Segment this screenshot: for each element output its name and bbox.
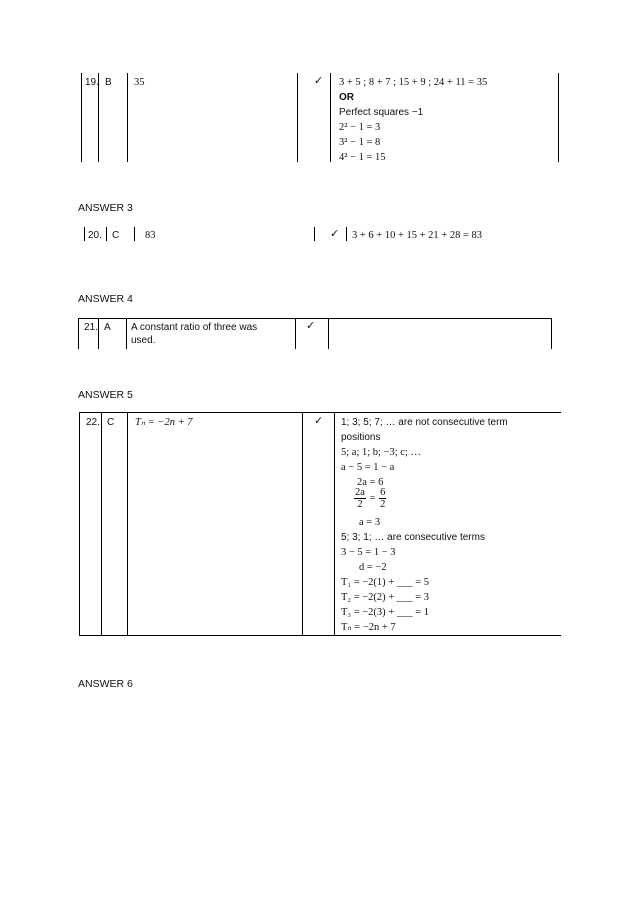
table-border (334, 412, 335, 636)
working-line: Perfect squares −1 (339, 107, 424, 118)
working-line: 3 + 5 ; 8 + 7 ; 15 + 9 ; 24 + 11 = 35 (339, 77, 488, 88)
table-border (346, 227, 347, 241)
table-border (134, 227, 135, 241)
working-line: 3² − 1 = 8 (339, 137, 381, 148)
working-line: OR (339, 92, 354, 103)
equals-sign: = (369, 493, 376, 504)
fraction (379, 487, 386, 510)
working-line: 4² − 1 = 15 (339, 152, 386, 163)
table-border (79, 412, 80, 636)
table-border (78, 318, 79, 349)
table-border (84, 227, 85, 241)
working-line: 3 + 6 + 10 + 15 + 21 + 28 = 83 (352, 230, 483, 241)
table-border (551, 318, 552, 349)
option-letter: C (107, 417, 115, 428)
working-line: T₂ = −2(2) + ___ = 3 (341, 592, 430, 603)
question-number: 19. (85, 77, 99, 88)
section-heading: ANSWER 3 (78, 202, 133, 214)
checkmark-icon: ✓ (306, 319, 316, 332)
working-line: 3 − 5 = 1 − 3 (341, 547, 396, 558)
working-line: 2a = 6 (357, 477, 384, 488)
table-border (79, 635, 561, 636)
answer-text: used. (131, 335, 156, 346)
working-line: 5; 3; 1; … are consecutive terms (341, 532, 485, 543)
table-border (558, 73, 559, 162)
table-border (297, 73, 298, 162)
option-letter: C (112, 230, 120, 241)
denominator: 2 (357, 499, 363, 510)
numerator: 6 (380, 487, 386, 498)
working-line: a − 5 = 1 − a (341, 462, 395, 473)
denominator: 2 (380, 499, 386, 510)
section-heading: ANSWER 5 (78, 389, 133, 401)
answer-value: Tₙ = −2n + 7 (135, 417, 193, 428)
working-line: 1; 3; 5; 7; … are not consecutive term (341, 417, 508, 428)
table-border (127, 412, 128, 636)
checkmark-icon: ✓ (314, 74, 324, 87)
option-letter: B (105, 77, 112, 88)
working-line: 5; a; 1; b; −3; c; … (341, 447, 421, 458)
table-border (302, 412, 303, 636)
working-line: T₁ = −2(1) + ___ = 5 (341, 577, 430, 588)
numerator: 2a (355, 487, 365, 498)
question-number: 21. (84, 322, 98, 333)
answer-value: 35 (134, 77, 145, 88)
answer-text: A constant ratio of three was (131, 322, 258, 333)
table-border (79, 412, 561, 413)
table-border (314, 227, 315, 241)
table-border (81, 73, 82, 162)
checkmark-icon: ✓ (314, 414, 324, 427)
section-heading: ANSWER 4 (78, 293, 133, 305)
option-letter: A (104, 322, 111, 333)
table-border (328, 318, 329, 349)
table-border (98, 318, 99, 349)
table-border (126, 318, 127, 349)
fraction-equation (354, 487, 386, 510)
table-border (127, 73, 128, 162)
question-number: 20. (88, 230, 102, 241)
question-number: 22. (86, 417, 100, 428)
fraction (354, 487, 366, 510)
section-heading: ANSWER 6 (78, 678, 133, 690)
working-line: positions (341, 432, 381, 443)
table-border (106, 227, 107, 241)
working-line: T₃ = −2(3) + ___ = 1 (341, 607, 430, 618)
checkmark-icon: ✓ (330, 227, 340, 240)
working-line: a = 3 (359, 517, 381, 528)
answer-value: 83 (145, 230, 156, 241)
working-line: d = −2 (359, 562, 387, 573)
table-border (101, 412, 102, 636)
table-border (330, 73, 331, 162)
working-line: Tₙ = −2n + 7 (341, 622, 396, 633)
table-border (295, 318, 296, 349)
working-line: 2² − 1 = 3 (339, 122, 381, 133)
